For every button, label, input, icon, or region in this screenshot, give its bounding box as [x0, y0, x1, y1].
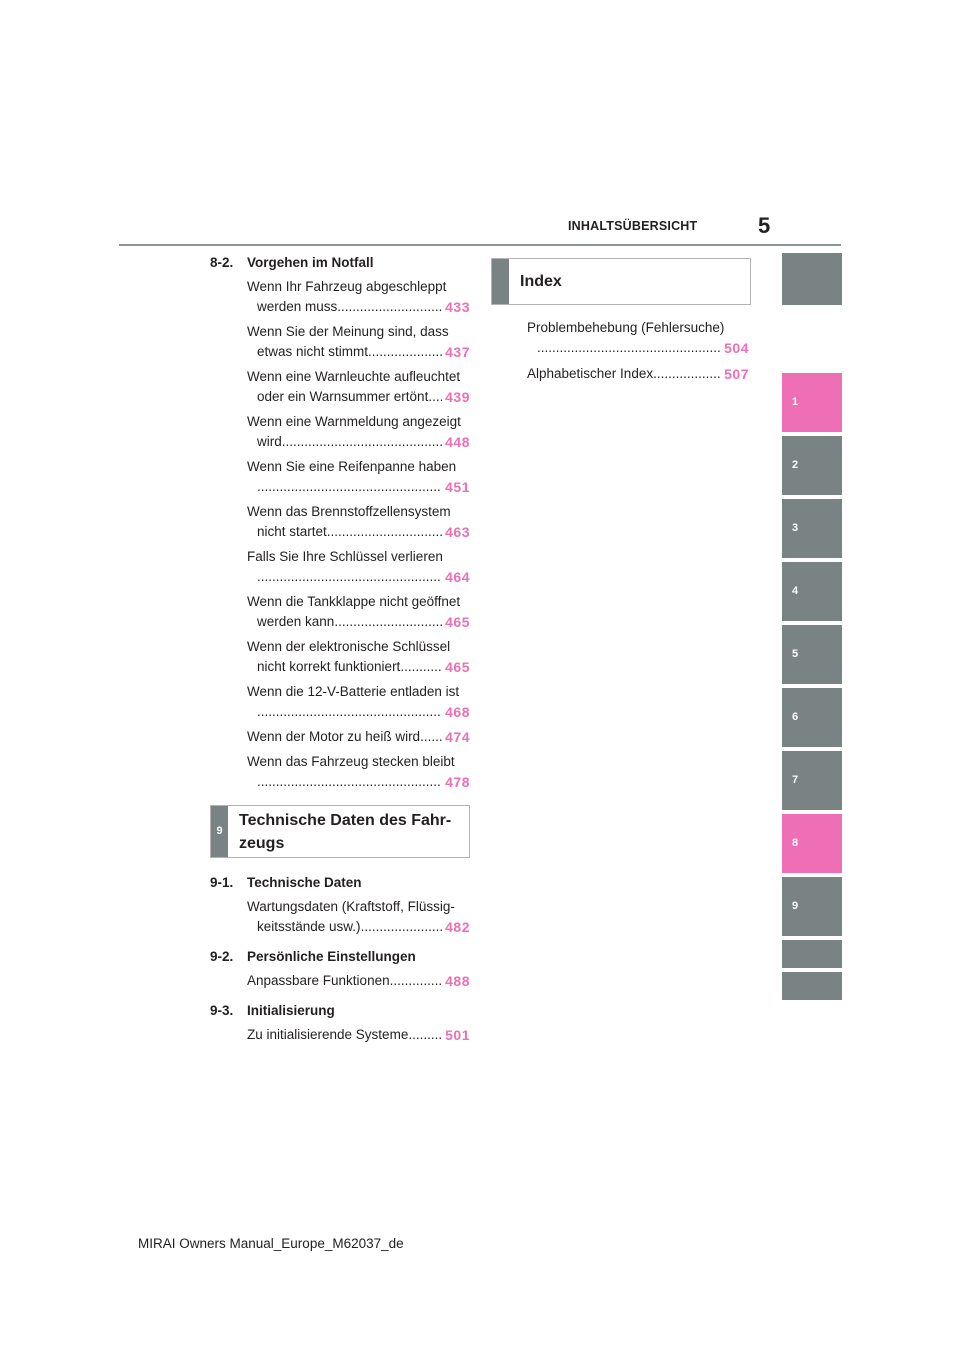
page-ref[interactable]: 474	[445, 729, 470, 745]
chapter-title-line1: Technische Daten des Fahr-	[239, 812, 452, 829]
entry-title: Wenn das Fahrzeug stecken bleibt	[247, 754, 455, 769]
thumb-tab-index[interactable]	[782, 940, 842, 968]
entry-title: Wartungsdaten (Kraftstoff, Flüssig-	[247, 899, 455, 914]
toc-entry[interactable]	[210, 727, 470, 747]
index-title: Index	[520, 273, 562, 290]
toc-entry[interactable]	[210, 457, 470, 497]
dot-leader	[257, 567, 442, 587]
page-ref[interactable]: 439	[445, 389, 470, 405]
chapter-number: 9	[216, 825, 223, 837]
dot-leader	[400, 657, 442, 677]
dot-leader	[257, 477, 442, 497]
entry-title: Wenn der elektronische Schlüssel	[247, 639, 451, 654]
entry-title: Wenn Ihr Fahrzeug abgeschleppt	[247, 279, 447, 294]
entry-title: Wenn die Tankklappe nicht geöffnet	[247, 594, 461, 609]
page-ref[interactable]: 478	[445, 774, 470, 790]
toc-section-heading	[210, 253, 470, 273]
page-ref[interactable]: 451	[445, 479, 470, 495]
section-title: Initialisierung	[247, 1003, 335, 1018]
dot-leader	[337, 297, 442, 317]
thumb-tab-blank[interactable]	[782, 253, 842, 305]
entry-title-cont: etwas nicht stimmt	[257, 344, 369, 359]
thumb-tab-1[interactable]	[782, 373, 842, 432]
section-title: Persönliche Einstellungen	[247, 949, 416, 964]
page-ref[interactable]: 448	[445, 434, 470, 450]
entry-title: Falls Sie Ihre Schlüssel verlieren	[247, 549, 443, 564]
page-ref[interactable]: 504	[724, 340, 749, 356]
toc-section-heading	[210, 1001, 470, 1021]
page-ref[interactable]: 507	[724, 366, 749, 382]
entry-title: Wenn das Brennstoffzellensystem	[247, 504, 451, 519]
dot-leader	[653, 364, 721, 384]
thumb-tab-blank-bottom[interactable]	[782, 972, 842, 1000]
toc-entry[interactable]	[210, 412, 470, 452]
thumb-tab-label: 1	[792, 395, 799, 408]
page-ref[interactable]: 468	[445, 704, 470, 720]
entry-title: Anpassbare Funktionen	[247, 973, 390, 988]
dot-leader	[257, 772, 442, 792]
dot-leader	[428, 387, 442, 407]
toc-entry[interactable]	[210, 322, 470, 362]
thumb-tab-label: 7	[792, 773, 799, 786]
page-ref[interactable]: 433	[445, 299, 470, 315]
toc-entry[interactable]	[210, 1025, 470, 1045]
thumb-tab-5[interactable]	[782, 625, 842, 684]
page-ref[interactable]: 465	[445, 659, 470, 675]
dot-leader	[537, 338, 721, 358]
entry-title: Wenn die 12-V-Batterie entladen ist	[247, 684, 460, 699]
section-title: Vorgehen im Notfall	[247, 255, 374, 270]
toc-entry[interactable]	[210, 502, 470, 542]
dot-leader	[361, 917, 443, 937]
toc-entry[interactable]	[210, 592, 470, 632]
dot-leader	[327, 522, 442, 542]
page-ref[interactable]: 488	[445, 973, 470, 989]
toc-entry[interactable]	[210, 897, 470, 937]
thumb-tab-label: 3	[792, 521, 799, 534]
entry-title: Wenn eine Warnleuchte aufleuchtet	[247, 369, 461, 384]
toc-entry[interactable]	[210, 637, 470, 677]
entry-title: Wenn Sie eine Reifenpanne haben	[247, 459, 457, 474]
thumb-tab-9[interactable]	[782, 877, 842, 936]
toc-entry[interactable]	[210, 752, 470, 792]
dot-leader	[334, 612, 442, 632]
toc-entry[interactable]	[210, 971, 470, 991]
toc-section-heading	[210, 873, 470, 893]
chapter-tab	[211, 806, 228, 857]
toc-entry[interactable]	[210, 367, 470, 407]
dot-leader	[257, 702, 442, 722]
thumb-tab-7[interactable]	[782, 751, 842, 810]
entry-title-cont: nicht startet	[257, 524, 327, 539]
page-ref[interactable]: 482	[445, 919, 470, 935]
entry-title: Wenn Sie der Meinung sind, dass	[247, 324, 449, 339]
entry-title: Wenn der Motor zu heiß wird	[247, 729, 421, 744]
entry-title: Problembehebung (Fehlersuche)	[527, 320, 725, 335]
running-header-title: INHALTSÜBERSICHT	[568, 219, 698, 233]
toc-index-list	[527, 318, 749, 390]
chapter-title	[239, 809, 464, 855]
dot-leader	[282, 432, 442, 452]
thumb-tab-label: 6	[792, 710, 799, 723]
thumb-tab-3[interactable]	[782, 499, 842, 558]
chapter-9-heading-box[interactable]	[210, 805, 470, 858]
toc-entry[interactable]	[210, 547, 470, 587]
entry-title-cont: nicht korrekt funktioniert	[257, 659, 401, 674]
page-ref[interactable]: 465	[445, 614, 470, 630]
toc-entry[interactable]	[527, 364, 749, 384]
thumb-tab-label: 8	[792, 836, 799, 849]
toc-section-heading	[210, 947, 470, 967]
header-divider	[119, 244, 841, 246]
toc-entry[interactable]	[527, 318, 749, 358]
dot-leader	[390, 971, 443, 991]
section-code: 9-3.	[210, 1003, 234, 1018]
entry-title-cont: werden muss	[257, 299, 338, 314]
page-ref[interactable]: 437	[445, 344, 470, 360]
toc-entry[interactable]	[210, 682, 470, 722]
toc-entry[interactable]	[210, 277, 470, 317]
dot-leader	[420, 727, 442, 747]
toc-chapter-9-list	[210, 873, 470, 1050]
entry-title-cont: wird	[257, 434, 282, 449]
entry-title: Alphabetischer Index	[527, 366, 654, 381]
section-code: 9-1.	[210, 875, 234, 890]
thumb-tab-label: 9	[792, 899, 799, 912]
page-ref[interactable]: 501	[445, 1027, 470, 1043]
toc-left-column	[210, 253, 470, 797]
thumb-tab-8[interactable]	[782, 814, 842, 873]
thumb-tab-2[interactable]	[782, 436, 842, 495]
page-ref[interactable]: 464	[445, 569, 470, 585]
page-ref[interactable]: 463	[445, 524, 470, 540]
entry-title: Wenn eine Warnmeldung angezeigt	[247, 414, 461, 429]
page-number: 5	[758, 213, 771, 238]
entry-title: Zu initialisierende Systeme	[247, 1027, 409, 1042]
section-title: Technische Daten	[247, 875, 362, 890]
dot-leader	[368, 342, 442, 362]
entry-title-cont: werden kann	[257, 614, 335, 629]
entry-title-cont: keitsstände usw.)	[257, 919, 361, 934]
dot-leader	[408, 1025, 442, 1045]
thumb-tab-label: 4	[792, 584, 799, 597]
page-footer: MIRAI Owners Manual_Europe_M62037_de	[138, 1236, 404, 1251]
index-heading-box[interactable]	[491, 258, 751, 305]
section-code: 8-2.	[210, 255, 234, 270]
section-code: 9-2.	[210, 949, 234, 964]
thumb-tab-label: 5	[792, 647, 799, 660]
thumb-tab-6[interactable]	[782, 688, 842, 747]
thumb-tab-label: 2	[792, 458, 799, 471]
chapter-title-line2: zeugs	[239, 835, 285, 852]
index-tab	[492, 259, 509, 304]
thumb-tab-4[interactable]	[782, 562, 842, 621]
entry-title-cont: oder ein Warnsummer ertönt	[257, 389, 429, 404]
